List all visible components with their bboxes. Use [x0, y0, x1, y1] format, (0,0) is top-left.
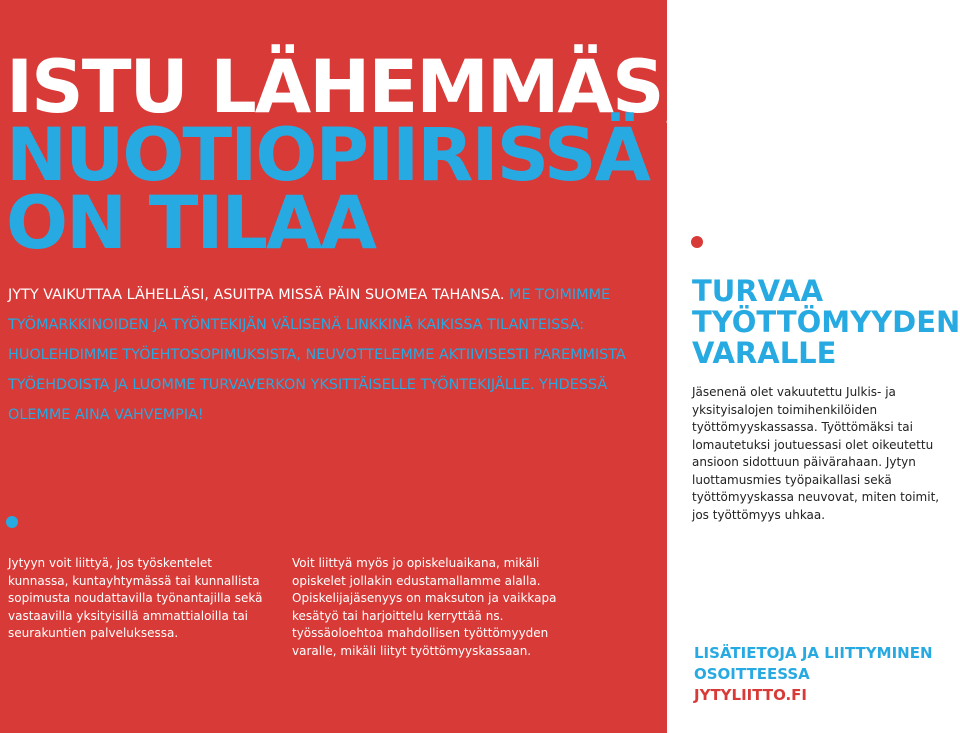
- side-title: [692, 276, 960, 369]
- side-title-line-2: TYÖTTÖMYYDEN: [692, 305, 960, 339]
- student-membership-text: Voit liittyä myös jo opiskeluaikana, mikäli opiskelet jollakin edustamallamme alalla. Opiskelijajäsenyys on maksuton ja vaikkapa kesätyö tai harjoittelu kerryttää ns. työssäoloehtoa mahdollisen työttömyyden varalle, mikäli liityt työttömyyskassaan.: [292, 556, 557, 658]
- headline-line-3: ON TILAA: [6, 181, 376, 266]
- headline-line-2: NUOTIOPIIRISSÄ: [6, 113, 650, 198]
- side-title-line-3: VARALLE: [692, 336, 837, 370]
- cta-line-1: LISÄTIETOJA JA LIITTYMINEN: [694, 644, 933, 662]
- intro-white-text: JYTY VAIKUTTAA LÄHELLÄSI, ASUITPA MISSÄ PÄIN SUOMEA TAHANSA.: [8, 287, 505, 303]
- cta-prefix: OSOITTEESSA: [694, 665, 810, 683]
- bullet-dot: [6, 516, 18, 528]
- intro-paragraph: [8, 280, 658, 430]
- cta-block: [694, 643, 933, 706]
- side-body-text: Jäsenenä olet vakuutettu Julkis- ja yksityisalojen toimihenkilöiden työttömyyskassassa. Työttömäksi tai lomautetuksi joutuessasi olet oikeutettu ansioon sidottuun päivärahaan. Jytyn luottamusmies työpaikallasi sekä työttömyyskassa neuvovat, miten toimit, jos työttömyys uhkaa.: [692, 385, 940, 522]
- side-bullet-dot: [691, 236, 703, 248]
- join-eligibility-text: Jytyyn voit liittyä, jos työskentelet kunnassa, kuntayhtymässä tai kunnallista sopimusta noudattavilla työnantajilla sekä vastaavilla yksityisillä ammattialoilla tai seurakuntien palveluksessa.: [8, 556, 263, 640]
- side-title-line-1: TURVAA: [692, 274, 824, 308]
- cta-line-2: [694, 664, 933, 706]
- website-link[interactable]: JYTYLIITTO.FI: [694, 686, 808, 704]
- intro-blue-text: ME TOIMIMME TYÖMARKKINOIDEN JA TYÖNTEKIJÄN VÄLISENÄ LINKKINÄ KAIKISSA TILANTEISSA: HUOLEHDIMME TYÖEHTOSOPIMUKSISTA, NEUVOTTELEMME AKTIIVISESTI PAREMMISTA TYÖEHDOISTA JA LUOMME TURVAVERKON YKSITTÄISELLE TYÖNTEKIJÄLLE. YHDESSÄ OLEMME AINA VAHVEMPIA!: [8, 287, 626, 423]
- headline-line-1: ISTU LÄHEMMÄS,: [6, 45, 689, 130]
- headline: [6, 45, 689, 266]
